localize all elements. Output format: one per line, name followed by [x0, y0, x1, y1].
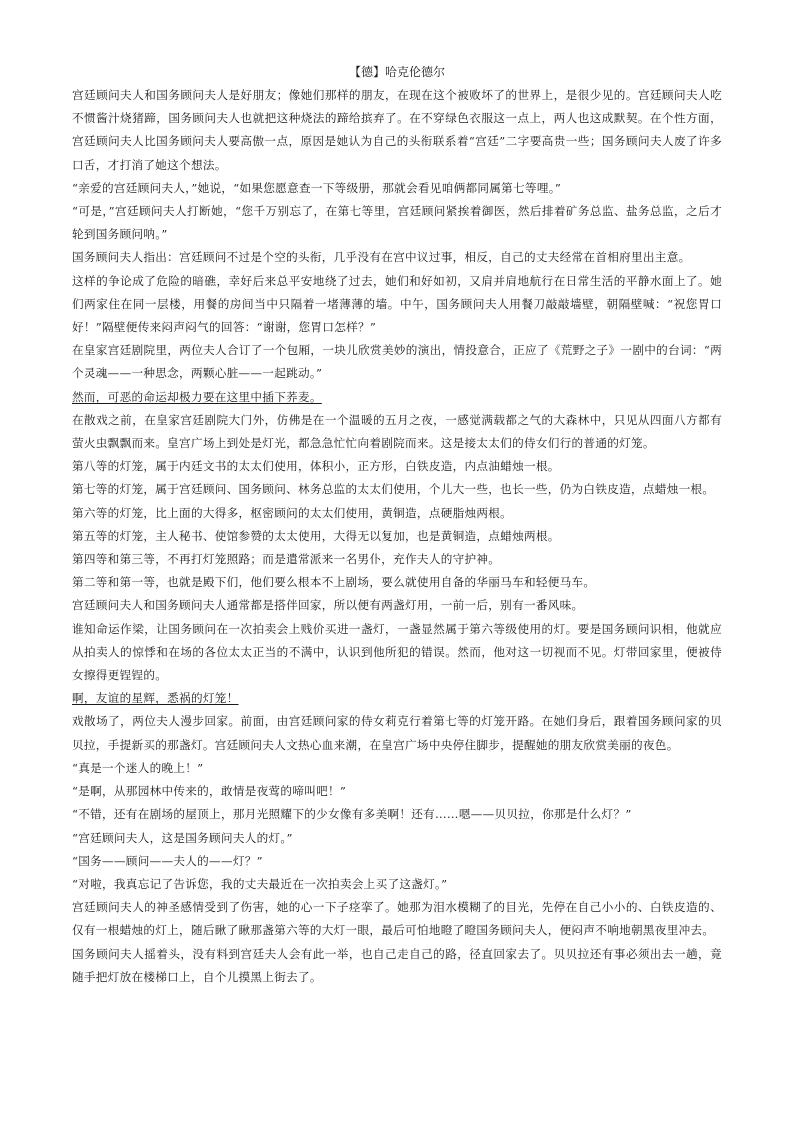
paragraph-21: “不错，还有在剧场的屋顶上，那月光照耀下的少女像有多美啊！还有……嗯——贝贝拉，你那是什么灯？”	[72, 807, 632, 822]
paragraph-8: 在散戏之前，在皇家宫廷剧院大门外，仿佛是在一个温暖的五月之夜，一感觉满载都之气的大森林中，只见从四面八方都有萤火虫飘飘而来。皇宫广场上到处是灯光，都急急忙忙向着剧院而来。这是接太太们的侍女们行的普通的灯笼。	[72, 412, 722, 451]
paragraph-3: “可是，”宫廷顾问夫人打断她，“您千万别忘了，在第七等里，宫廷顾问紧挨着御医，然后排着矿务总监、盐务总监，之后才轮到国务顾问呐。”	[72, 204, 722, 242]
paragraph-18: 戏散场了，两位夫人漫步回家。前面，由宫廷顾问家的侍女莉克行着第七等的灯笼开路。在她们身后，跟着国务顾问家的贝贝拉，手提新买的那盏灯。宫廷顾问夫人文热心血来潮，在皇宫广场中央停住脚步，提醒她的朋友欣赏美丽的夜色。	[72, 714, 722, 752]
paragraph-1: 宫廷顾问夫人和国务顾问夫人是好朋友；像她们那样的朋友，在现在这个被败坏了的世界上，是很少见的。宫廷顾问夫人吃不惯酱汁烧猪蹄，国务顾问夫人也就把这种烧法的蹄给摈弃了。在不穿绿色衣服这一点上，两人也这成默契。在个性方面，宫廷顾问夫人比国务顾问夫人要高傲一点，原因是她认为自己的头衔联系着“宫廷”二字要高贵一些；国务顾问夫人废了许多口舌，才打消了她这个想法。	[72, 88, 722, 172]
underlined-paragraph-7: 然而，可恶的命运却极力要在这里中插下荞麦。	[72, 389, 322, 404]
paragraph-23: “国务——顾问——夫人的——灯？”	[72, 853, 263, 868]
paragraph-6: 在皇家宫廷剧院里，两位夫人合订了一个包厢，一块儿欣赏美妙的演出，情投意合，正应了《荒野之子》一剧中的台词：“两个灵魂——一种思念，两颗心脏——一起跳动。”	[72, 343, 722, 381]
underlined-paragraph-17: 啊，友谊的星辉，悉祸的灯笼！	[72, 691, 239, 706]
document-page	[72, 60, 722, 989]
paragraph-14: 第二等和第一等，也就是殿下们，他们要么根本不上剧场，要么就使用自备的华丽马车和轻便马车。	[72, 575, 596, 590]
paragraph-15: 宫廷顾问夫人和国务顾问夫人通常都是搭伴回家，所以便有两盏灯用，一前一后，别有一番风味。	[72, 598, 584, 613]
paragraph-9: 第八等的灯笼，属于内廷文书的太太们使用，体积小，正方形，白铁皮造，内点油蜡烛一根。	[72, 459, 560, 474]
paragraph-4: 国务顾问夫人指出：宫廷顾问不过是个空的头衔，几乎没有在宫中议过事，相反，自己的丈夫经常在首相府里出主意。	[72, 250, 691, 265]
paragraph-5: 这样的争论成了危险的暗礁，幸好后来总平安地绕了过去，她们和好如初，又肩并肩地航行在日常生活的平静水面上了。她们两家住在同一层楼，用餐的房间当中只隔着一堵薄薄的墙。中午，国务顾问夫人用餐刀敲敲墙壁，朝隔壁喊：“祝您胃口好！”隔壁便传来闷声闷气的回答：“谢谢，您胃口怎样？”	[72, 273, 722, 335]
paragraph-25: 宫廷顾问夫人的神圣感情受到了伤害，她的心一下子痉挛了。她那为泪水模糊了的目光，先停在自己小小的、白铁皮造的、仅有一根蜡烛的灯上，随后瞅了瞅那盏第六等的大灯一眼，最后可怕地瞪了瞪国务顾问夫人，便闷声不响地朝黑夜里冲去。	[72, 900, 722, 938]
paragraph-20: “是啊，从那园林中传来的，敢情是夜莺的啼叫吧！”	[72, 784, 347, 799]
paragraph-11: 第六等的灯笼，比上面的大得多，枢密顾问的太太们使用，黄铜造，点硬脂烛两根。	[72, 505, 513, 520]
paragraph-24: “对啦，我真忘记了告诉您，我的丈夫最近在一次拍卖会上买了这盏灯。”	[72, 876, 448, 891]
paragraph-2: “亲爱的宫廷顾问夫人，”她说，“如果您愿意查一下等级册，那就会看见咱俩都同属第七等哩。”	[72, 180, 562, 195]
paragraph-16: 谁知命运作梁，让国务顾问在一次拍卖会上贱价买进一盏灯，一盏显然属于第六等级使用的灯。要是国务顾问识相，他就应从拍卖人的惊悸和在场的各位太太正当的不满中，认识到他所犯的错误。然而，他对这一切视而不见。灯带回家里，便被侍女擦得更锃锃的。	[72, 621, 722, 683]
paragraph-12: 第五等的灯笼，主人秘书、使馆参赞的太太使用，大得无以复加，也是黄铜造，点蜡烛两根。	[72, 528, 560, 543]
paragraph-10: 第七等的灯笼，属于宫廷顾问、国务顾问、林务总监的太太们使用，个儿大一些，也长一些，仍为白铁皮造，点蜡烛一根。	[72, 482, 715, 497]
paragraph-26: 国务顾问夫人摇着头，没有料到宫廷夫人会有此一举，也自己走自己的路，径直回家去了。贝贝拉还有事必须出去一趟，竟随手把灯放在楼梯口上，自个儿摸黑上街去了。	[72, 946, 722, 984]
author-title: 【德】哈克伦德尔	[348, 65, 445, 79]
paragraph-22: “宫廷顾问夫人，这是国务顾问夫人的灯。”	[72, 830, 293, 845]
paragraph-19: “真是一个迷人的晚上！”	[72, 760, 204, 775]
paragraph-13: 第四等和第三等，不再打灯笼照路；而是遣常派来一名男仆，充作夫人的守护神。	[72, 552, 501, 567]
